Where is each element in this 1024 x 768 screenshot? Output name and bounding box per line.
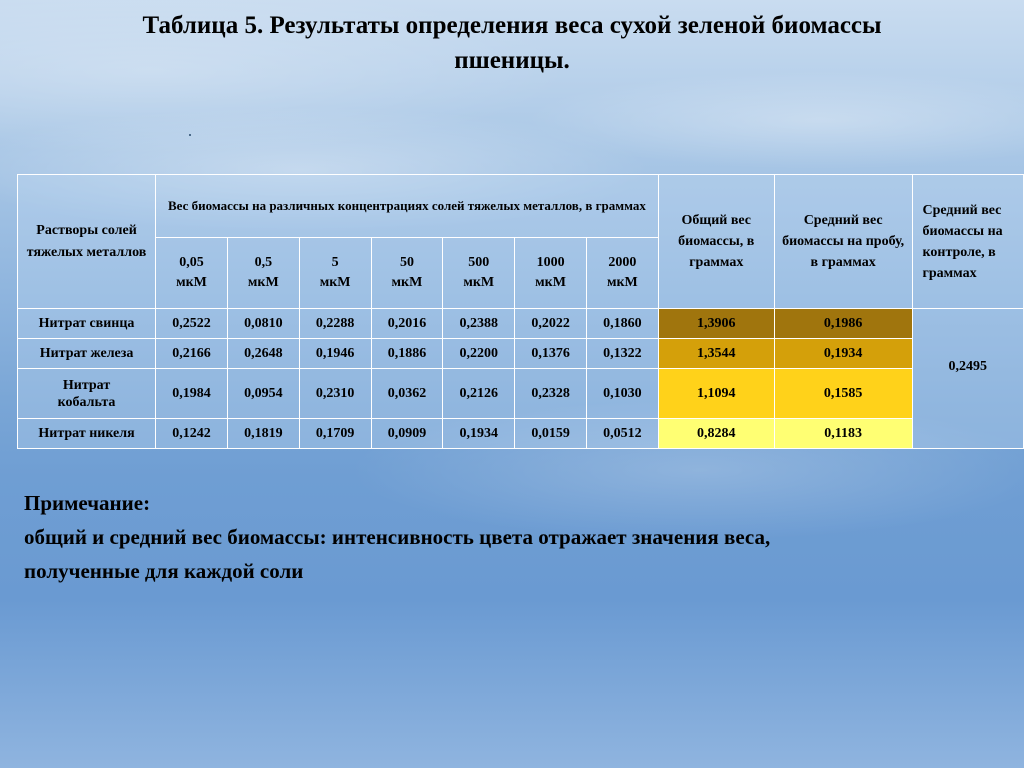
cell-mean: 0,1934 — [774, 339, 912, 369]
cell-value: 0,1242 — [156, 419, 228, 449]
decorative-dot — [189, 134, 191, 136]
conc-unit: мкМ — [176, 275, 207, 290]
row-name: Нитрат кобальта — [18, 369, 156, 419]
cell-value: 0,1709 — [299, 419, 371, 449]
cell-value: 0,1934 — [443, 419, 515, 449]
conc-unit: мкМ — [606, 275, 638, 290]
row-name: Нитрат свинца — [18, 309, 156, 339]
cell-value: 0,2022 — [515, 309, 587, 339]
cell-value: 0,0909 — [371, 419, 443, 449]
cell-total: 0,8284 — [658, 419, 774, 449]
conc-unit: мкМ — [319, 275, 351, 290]
cell-value: 0,1886 — [371, 339, 443, 369]
table-row — [18, 419, 1024, 449]
cell-value: 0,0810 — [227, 309, 299, 339]
row-name: Нитрат никеля — [18, 419, 156, 449]
conc-num: 2000 — [608, 255, 637, 270]
cell-value: 0,0159 — [515, 419, 587, 449]
header-concentration-3 — [371, 238, 443, 309]
header-concentration-0 — [156, 238, 228, 309]
cell-value: 0,2166 — [156, 339, 228, 369]
cell-mean: 0,1183 — [774, 419, 912, 449]
cell-value: 0,2648 — [227, 339, 299, 369]
slide-title — [0, 8, 1024, 78]
conc-unit: мкМ — [247, 275, 279, 290]
biomass-table — [17, 174, 1024, 449]
header-concentration-1 — [227, 238, 299, 309]
conc-num: 1000 — [536, 255, 565, 270]
table-row — [18, 309, 1024, 339]
cell-total: 1,3544 — [658, 339, 774, 369]
cell-mean: 0,1986 — [774, 309, 912, 339]
cell-value: 0,2200 — [443, 339, 515, 369]
note-heading: Примечание: — [24, 491, 151, 515]
cell-value: 0,2288 — [299, 309, 371, 339]
header-concentration-5 — [515, 238, 587, 309]
cell-value: 0,1322 — [586, 339, 658, 369]
cell-value: 0,2522 — [156, 309, 228, 339]
cell-mean: 0,1585 — [774, 369, 912, 419]
cell-value: 0,1376 — [515, 339, 587, 369]
conc-num: 0,5 — [254, 255, 273, 270]
header-control-weight: Средний вес биомассы на контроле, в граммах — [912, 175, 1024, 309]
header-concentration-2 — [299, 238, 371, 309]
header-total-weight: Общий вес биомассы, в граммах — [658, 175, 774, 309]
cell-value: 0,1984 — [156, 369, 228, 419]
cell-value: 0,1819 — [227, 419, 299, 449]
row-name: Нитрат железа — [18, 339, 156, 369]
conc-unit: мкМ — [535, 275, 566, 290]
cell-value: 0,2016 — [371, 309, 443, 339]
cell-value: 0,2388 — [443, 309, 515, 339]
conc-unit: мкМ — [463, 275, 495, 290]
cell-value: 0,1946 — [299, 339, 371, 369]
cell-control: 0,2495 — [912, 309, 1024, 449]
note-line-1: общий и средний вес биомассы: интенсивность цвета отражает значения веса, — [24, 525, 771, 549]
header-concentration-6 — [586, 238, 658, 309]
conc-unit: мкМ — [391, 275, 423, 290]
header-row-1 — [18, 175, 1024, 238]
cell-value: 0,0512 — [586, 419, 658, 449]
slide-title-line-1: Таблица 5. Результаты определения веса сухой зеленой биомассы — [142, 12, 882, 39]
cell-value: 0,2310 — [299, 369, 371, 419]
cell-total: 1,3906 — [658, 309, 774, 339]
cell-value: 0,2328 — [515, 369, 587, 419]
cell-value: 0,0362 — [371, 369, 443, 419]
cell-total: 1,1094 — [658, 369, 774, 419]
header-concentration-4 — [443, 238, 515, 309]
header-solutions: Растворы солей тяжелых металлов — [18, 175, 156, 309]
slide-title-line-2: пшеницы. — [454, 47, 570, 74]
header-concentration-group: Вес биомассы на различных концентрациях солей тяжелых металлов, в граммах — [156, 175, 659, 238]
header-mean-weight: Средний вес биомассы на пробу, в граммах — [774, 175, 912, 309]
note-line-2: полученные для каждой соли — [24, 559, 304, 583]
conc-num: 500 — [468, 255, 490, 270]
cell-value: 0,2126 — [443, 369, 515, 419]
note-block — [24, 486, 1014, 588]
cell-value: 0,1030 — [586, 369, 658, 419]
table-row — [18, 369, 1024, 419]
cell-value: 0,1860 — [586, 309, 658, 339]
conc-num: 50 — [399, 255, 414, 270]
conc-num: 0,05 — [179, 255, 204, 270]
cell-value: 0,0954 — [227, 369, 299, 419]
table-row — [18, 339, 1024, 369]
conc-num: 5 — [331, 255, 339, 270]
